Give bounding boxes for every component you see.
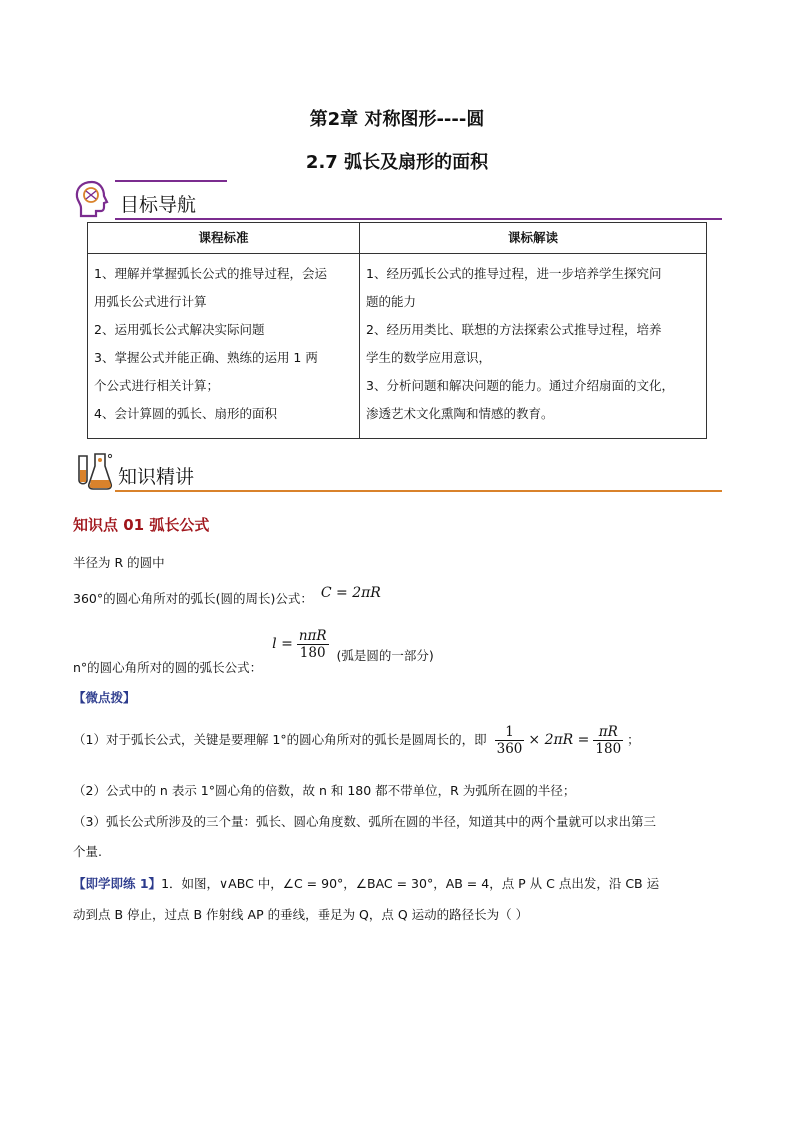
table-header-standard: 课程标准 bbox=[88, 223, 360, 254]
exercise-line-1 bbox=[73, 874, 659, 892]
list-item: 题的能力 bbox=[366, 294, 417, 309]
arc-length-text: n°的圆心角所对的圆的弧长公式： bbox=[73, 660, 263, 675]
list-item: 渗透艺术文化熏陶和情感的教育。 bbox=[366, 406, 554, 421]
tip-item-1-end: ； bbox=[627, 732, 640, 747]
fraction-denominator: 360 bbox=[496, 741, 523, 757]
list-item: 2、运用弧长公式解决实际问题 bbox=[94, 322, 265, 337]
chapter-title: 第2章 对称图形----圆 bbox=[309, 109, 485, 130]
list-item: 2、经历用类比、联想的方法探索公式推导过程，培养 bbox=[366, 322, 662, 337]
fraction-numerator: 1 bbox=[495, 724, 525, 741]
tip-item-1 bbox=[73, 724, 640, 757]
circumference-formula: C = 2πR bbox=[320, 585, 381, 601]
tip-item-1-mid: × 2πR = bbox=[528, 732, 590, 748]
knowledge-header-title: 知识精讲 bbox=[118, 466, 195, 488]
tip-fraction-1 bbox=[495, 724, 525, 757]
brain-head-icon bbox=[72, 178, 112, 218]
nav-header-rule bbox=[115, 218, 722, 220]
exercise-question-start: 1．如图，∨ABC 中，∠C = 90°，∠BAC = 30°，AB = 4，点 P 从 C 点出发，沿 CB 运 bbox=[161, 876, 660, 891]
knowledge-header bbox=[72, 448, 722, 494]
arc-length-fraction bbox=[297, 628, 329, 661]
exercise-line-2: 动到点 B 停止，过点 B 作射线 AP 的垂线，垂足为 Q，点 Q 运动的路径长为（ ） bbox=[73, 907, 529, 922]
arc-length-lhs: l = bbox=[272, 636, 293, 652]
knowledge-header-rule bbox=[115, 490, 722, 492]
circumference-formula-line bbox=[73, 583, 381, 606]
circumference-text: 360°的圆心角所对的弧长(圆的周长)公式： bbox=[73, 591, 313, 606]
fraction-denominator: 180 bbox=[595, 741, 622, 757]
fraction-denominator: 180 bbox=[299, 645, 326, 661]
list-item: 用弧长公式进行计算 bbox=[94, 294, 207, 309]
table-cell-interpretation bbox=[360, 254, 707, 439]
tip-item-3-line-1: （3）弧长公式所涉及的三个量：弧长、圆心角度数、弧所在圆的半径，知道其中的两个量就可以求出第三 bbox=[73, 814, 656, 829]
tip-item-1-text: （1）对于弧长公式，关键是要理解 1°的圆心角所对的弧长是圆周长的，即 bbox=[73, 732, 487, 747]
lab-flask-icon bbox=[72, 450, 116, 492]
curriculum-table bbox=[87, 222, 707, 439]
list-item: 1、经历弧长公式的推导过程，进一步培养学生探究问 bbox=[366, 266, 662, 281]
list-item: 3、分析问题和解决问题的能力。通过介绍扇面的文化， bbox=[366, 378, 674, 393]
arc-length-formula-line bbox=[73, 628, 434, 675]
tip-item-3-line-2: 个量. bbox=[73, 844, 102, 859]
list-item: 4、会计算圆的弧长、扇形的面积 bbox=[94, 406, 277, 421]
exercise-label: 【即学即练 1】 bbox=[73, 876, 162, 891]
list-item: 1、理解并掌握弧长公式的推导过程，会运 bbox=[94, 266, 327, 281]
tip-fraction-2 bbox=[593, 724, 623, 757]
list-item: 3、掌握公式并能正确、熟练的运用 1 两 bbox=[94, 350, 318, 365]
fraction-numerator: πR bbox=[593, 724, 623, 741]
tip-item-2: （2）公式中的 n 表示 1°圆心角的倍数，故 n 和 180 都不带单位，R 为弧所在圆的半径； bbox=[73, 783, 576, 798]
table-header-interpretation: 课标解读 bbox=[360, 223, 707, 254]
table-cell-standard bbox=[88, 254, 360, 439]
arc-length-note: (弧是圆的一部分) bbox=[336, 648, 434, 663]
knowledge-point-title: 知识点 01 弧长公式 bbox=[73, 516, 210, 534]
nav-header bbox=[72, 176, 722, 222]
list-item: 学生的数学应用意识， bbox=[366, 350, 492, 365]
nav-header-title: 目标导航 bbox=[120, 194, 197, 216]
section-title: 2.7 弧长及扇形的面积 bbox=[305, 152, 489, 173]
tip-label: 【微点拨】 bbox=[73, 690, 136, 705]
list-item: 个公式进行相关计算； bbox=[94, 378, 220, 393]
fraction-numerator: nπR bbox=[298, 628, 327, 644]
radius-statement: 半径为 R 的圆中 bbox=[73, 555, 165, 570]
